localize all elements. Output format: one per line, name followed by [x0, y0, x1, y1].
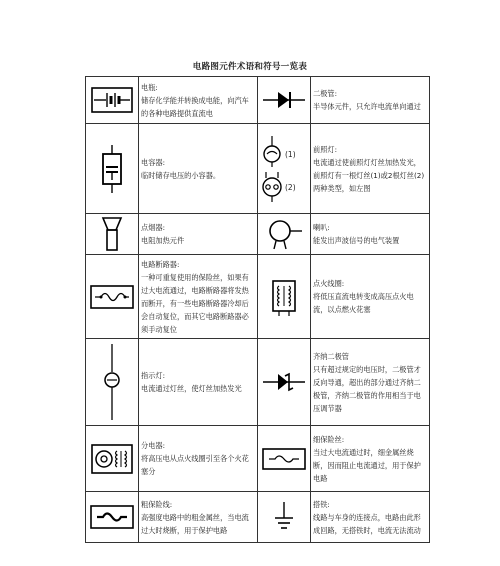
component-name: 点烟器:: [141, 223, 165, 232]
indicator-lamp-icon: [100, 342, 124, 422]
component-name: 喇叭:: [313, 223, 330, 232]
diode-icon: [261, 89, 307, 111]
page-title: 电路图元件术语和符号一览表: [192, 62, 308, 72]
component-description: 一种可重复使用的保险丝，如果有过大电流通过，电路断路器将发热而断开，有一些电路断路器冷却后会自动复位，而其它电路断路器必须手动复位: [141, 272, 249, 334]
component-name: 细保险丝:: [313, 434, 345, 444]
component-description: 储存化学能并转换成电能，向汽车的各种电路提供直流电: [141, 95, 249, 118]
distributor-icon: [90, 443, 134, 475]
component-name: 电路断路器:: [141, 259, 180, 269]
symbol-cell: [258, 214, 311, 255]
description-cell: [311, 426, 430, 492]
description-cell: [139, 77, 258, 124]
table-row: [86, 255, 430, 339]
component-description: 将高压电从点火线圈引至各个火花塞分: [141, 454, 249, 476]
ignition-coil-icon: [270, 277, 298, 317]
symbol-cell: [86, 124, 139, 214]
symbol-cell: [258, 339, 311, 426]
symbol-cell: [86, 426, 139, 492]
symbol-cell: [258, 255, 311, 339]
table-row: [86, 77, 430, 124]
component-description: 临时储存电压的小容器。: [141, 170, 221, 180]
component-description: 半导体元件，只允许电流单向通过: [313, 102, 421, 111]
symbol-cell: [258, 124, 311, 214]
description-cell: [311, 255, 430, 339]
component-description: 线路与车身的连接点，电路由此形成回路，无搭铁时，电流无法流动: [313, 512, 421, 535]
component-name: 电瓶:: [141, 82, 158, 92]
fine-fuse-icon: [261, 447, 307, 471]
headlight-label-1: (1): [285, 149, 296, 159]
description-cell: [139, 255, 258, 339]
description-cell: [311, 214, 430, 255]
description-cell: [311, 124, 430, 214]
ground-icon: [272, 500, 296, 534]
component-name: 分电器:: [141, 441, 165, 450]
component-description: 当过大电流通过时，细金属丝烧断，因而阻止电流通过，用于保护电路: [313, 447, 421, 483]
table-row: [86, 124, 430, 214]
symbol-cell: [86, 77, 139, 124]
cigarette-lighter-icon: [101, 216, 123, 252]
component-name: 搭铁:: [313, 499, 330, 509]
component-name: 前照灯:: [313, 144, 337, 154]
component-description: 高强度电路中的粗金属丝，当电流过大时烧断，用于保护电路: [141, 512, 249, 535]
component-name: 指示灯:: [141, 371, 165, 380]
zener-diode-icon: [261, 370, 307, 394]
symbol-table: [85, 76, 430, 543]
description-cell: [139, 124, 258, 214]
description-cell: [139, 214, 258, 255]
description-cell: [139, 492, 258, 543]
component-description: 能发出声波信号的电气装置: [313, 236, 400, 245]
horn-icon: [264, 217, 304, 251]
symbol-cell: [86, 492, 139, 543]
fusible-link-icon: [89, 504, 135, 530]
headlight-icon: [258, 134, 310, 204]
capacitor-icon: [100, 144, 124, 194]
circuit-breaker-icon: [89, 284, 135, 310]
symbol-cell: [258, 426, 311, 492]
description-cell: [311, 339, 430, 426]
symbol-cell: [258, 77, 311, 124]
table-row: [86, 426, 430, 492]
symbol-cell: [258, 492, 311, 543]
description-cell: [139, 339, 258, 426]
component-description: 将低压直流电转变成高压点火电流，以点燃火花塞: [313, 292, 414, 314]
table-row: [86, 492, 430, 543]
symbol-cell: [86, 255, 139, 339]
headlight-label-2: (2): [285, 182, 296, 192]
battery-icon: [90, 85, 134, 115]
table-row: [86, 339, 430, 426]
component-name: 点火线圈:: [313, 279, 345, 288]
component-name: 二极管:: [313, 89, 337, 98]
component-name: 电容器:: [141, 157, 165, 167]
component-description: 电流通过灯丝，使灯丝加热发光: [141, 384, 242, 393]
symbol-cell: [86, 214, 139, 255]
description-cell: [311, 77, 430, 124]
symbol-cell: [86, 339, 139, 426]
description-cell: [139, 426, 258, 492]
component-name: 齐纳二极管: [313, 351, 349, 361]
component-description: 电阻加热元件: [141, 236, 185, 245]
description-cell: [311, 492, 430, 543]
component-name: 粗保险线:: [141, 499, 173, 509]
table-row: [86, 214, 430, 255]
component-description: 电流通过使前照灯灯丝加热发光，前照灯有一根灯丝(1)或2根灯丝(2)两种类型，如左图: [313, 157, 425, 193]
component-description: 只有超过规定的电压时，二极管才反向导通，超出的部分通过齐纳二极管，齐纳二极管的作用相当于电压调节器: [313, 364, 421, 413]
